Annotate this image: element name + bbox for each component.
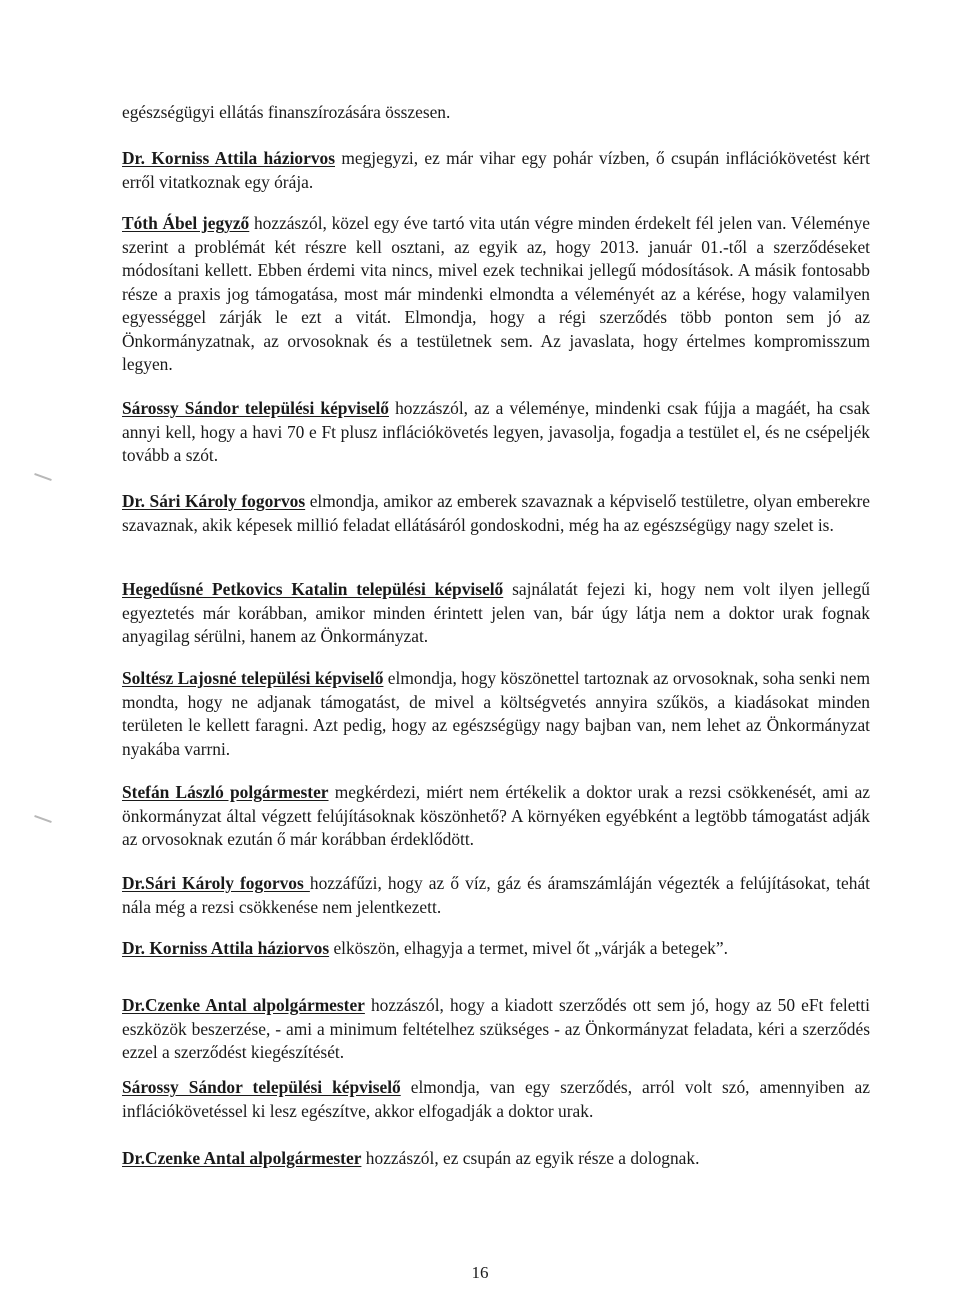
- paragraph-8: [122, 872, 870, 919]
- speaker-name: Tóth Ábel jegyző: [122, 213, 250, 233]
- paragraph-text: elmondja, hogy köszönettel tartoznak az orvosoknak, soha senki nem mondta, hogy ne adjanak támogatást, de mivel a költségvetés annyira szűkös, a kiadásokat minden területen le kellett faragni. Azt pedig, hogy az egészségügy nagy bajban van, nem lehet az Önkormányzat nyakába varrni.: [122, 668, 870, 759]
- paragraph-6: [122, 667, 870, 761]
- paragraph-0: [122, 101, 870, 125]
- paragraph-9: [122, 937, 870, 961]
- paragraph-text: elmondja, van egy szerződés, arról volt szó, amennyiben az inflációkövetéssel ki lesz egészítve, akkor elfogadják a doktor urak.: [122, 1077, 870, 1121]
- paragraph-12: [122, 1147, 870, 1171]
- paragraph-text: hozzászól, közel egy éve tartó vita után végre minden érdekelt fél jelen van. Véleménye szerint a problémát két részre kell osztani, az egyik az, hogy 2013. január 01.-től a szerződéseket módosítani kellett. Ebben érdemi vita nincs, mivel ezek technikai jellegű módosítások. A másik fontosabb része a praxis jog támogatása, most már mindenki elmondta a véleményét az a kérése, hogy valamilyen egyességgel zárják le ezt a vitát. Elmondja, hogy a régi szerződés több ponton sem jó az Önkormányzatnak, az orvosoknak és a testületnek sem. Az javaslata, hogy értelmes kompromisszum legyen.: [122, 213, 870, 374]
- speaker-name: Soltész Lajosné települési képviselő: [122, 668, 384, 688]
- paragraph-text: egészségügyi ellátás finanszírozására összesen.: [122, 102, 451, 122]
- speaker-name: Dr.Czenke Antal alpolgármester: [122, 1148, 362, 1168]
- speaker-name: Sárossy Sándor települési képviselő: [122, 1077, 401, 1097]
- speaker-name: Dr. Sári Károly fogorvos: [122, 491, 306, 511]
- paragraph-3: [122, 397, 870, 468]
- paragraph-text: megkérdezi, miért nem értékelik a doktor urak a rezsi csökkenését, ami az önkormányzat által végzett felújításoknak köszönhető? A környéken egyébként a legtöbb támogatást adják az orvosoknak ezután ő már korábban érdeklődött.: [122, 782, 871, 849]
- speaker-name: Dr. Korniss Attila háziorvos: [122, 148, 335, 168]
- paragraph-1: [122, 147, 870, 194]
- paragraph-text: elmondja, amikor az emberek szavaznak a képviselő testületre, olyan emberekre szavaznak, akik képesek millió feladat ellátásáról gondoskodni, még ha az egészségügy nagy szelet is.: [122, 491, 871, 535]
- speaker-name: Stefán László polgármester: [122, 782, 329, 802]
- paragraph-11: [122, 1076, 870, 1123]
- paragraph-7: [122, 781, 870, 852]
- speaker-name: Sárossy Sándor települési képviselő: [122, 398, 389, 418]
- paragraph-text: megjegyzi, ez már vihar egy pohár vízben, ő csupán inflációkövetést kért erről vitatkoznak egy órája.: [122, 148, 870, 192]
- paragraph-text: sajnálatát fejezi ki, hogy nem volt ilyen jellegű egyeztetés már korábban, amikor minden érintett jelen van, bár úgy látja nem a doktor urak fognak anyagilag sérülni, hanem az Önkormányzat.: [122, 579, 870, 646]
- speaker-name: Dr.Czenke Antal alpolgármester: [122, 995, 365, 1015]
- paragraph-text: elköszön, elhagyja a termet, mivel őt „várják a betegek”.: [329, 938, 728, 958]
- paragraph-2: [122, 212, 870, 377]
- scan-mark: [34, 815, 52, 823]
- paragraph-10: [122, 994, 870, 1065]
- paragraph-5: [122, 578, 870, 649]
- paragraph-text: hozzászól, ez csupán az egyik része a dolognak.: [361, 1148, 700, 1168]
- speaker-name: Hegedűsné Petkovics Katalin települési képviselő: [122, 579, 504, 599]
- paragraph-text: hozzáfűzi, hogy az ő víz, gáz és áramszámláján végezték a felújításokat, tehát nála még a rezsi csökkenése nem jelentkezett.: [122, 873, 870, 917]
- paragraph-text: hozzászól, hogy a kiadott szerződés ott sem jó, hogy az 50 eFt feletti eszközök beszerzése, - ami a minimum feltételhez szükséges - az Önkormányzat feladata, kéri a szerződés ezzel a szerződést kiegészítését.: [122, 995, 870, 1062]
- speaker-name: Dr.Sári Károly fogorvos: [122, 873, 310, 893]
- speaker-name: Dr. Korniss Attila háziorvos: [122, 938, 330, 958]
- paragraph-text: hozzászól, az a véleménye, mindenki csak fújja a magáét, ha csak annyi kell, hogy a havi 70 e Ft plusz inflációkövetés legyen, javasolja, fogadja a testület el, és ne csépeljék tovább a szót.: [122, 398, 870, 465]
- paragraph-4: [122, 490, 870, 537]
- scan-mark: [34, 473, 52, 481]
- page-number: 16: [471, 1263, 489, 1282]
